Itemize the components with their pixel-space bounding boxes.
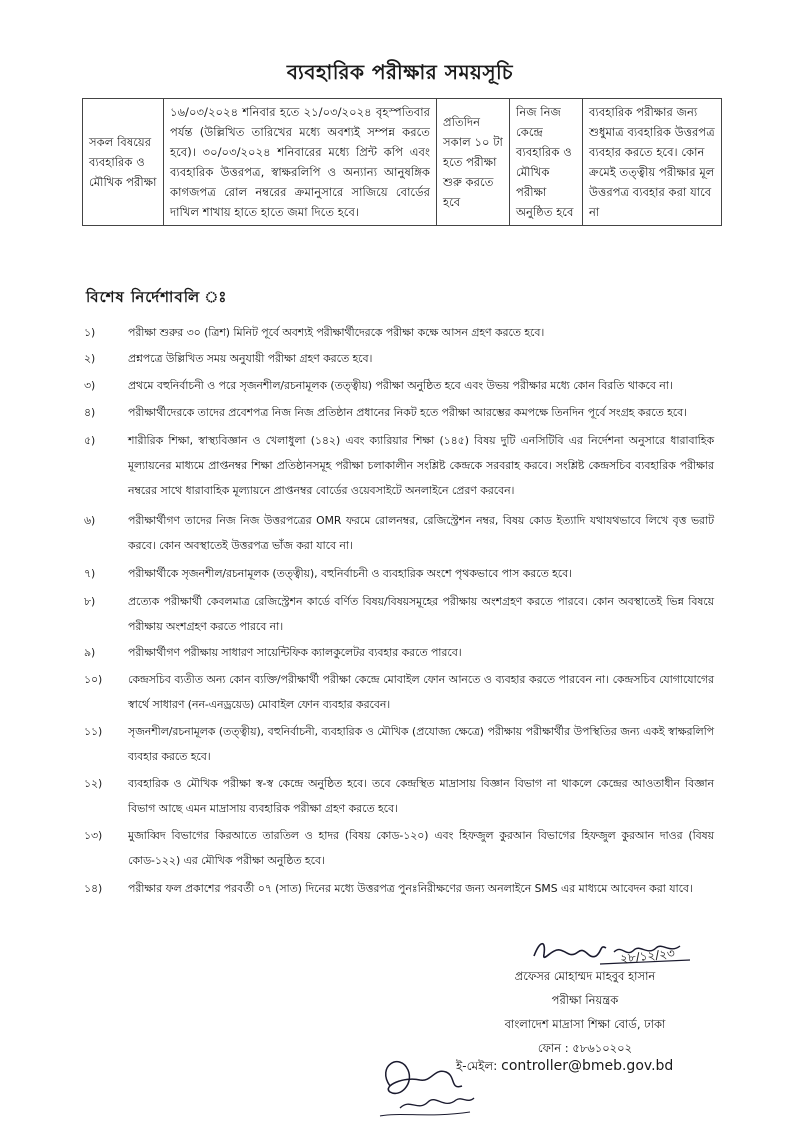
email-label: ই-মেইল: [456,1059,498,1073]
schedule-time-cell: প্রতিদিন সকাল ১০ টা হতে পরীক্ষা শুরু করতে হবে [437,99,510,226]
page-title: ব্যবহারিক পরীক্ষার সময়সূচি [286,60,514,84]
instruction-text: মুজাব্বিদ বিভাগের কিরআতে তারতিল ও হাদর (বিষয় কোড-১২০) এবং হিফজুল কুরআন বিভাগের হিফজুল কুরআন দাওর (বিষয় কোড-১২২) এর মৌখিক পরীক্ষা অনুষ্ঠিত হবে। [128,829,714,867]
instruction-item [84,373,714,398]
schedule-subject-cell: সকল বিষয়ের ব্যবহারিক ও মৌখিক পরীক্ষা [83,99,164,226]
schedule-note-cell: ব্যবহারিক পরীক্ষার জন্য শুধুমাত্র ব্যবহারিক উত্তরপত্র ব্যবহার করতে হবে। কোন ক্রমেই তত্ত্বীয় পরীক্ষার মূল উত্তরপত্র ব্যবহার করা যাবে না [583,99,722,226]
signatory-email-line [456,1058,673,1078]
schedule-venue-cell: নিজ নিজ কেন্দ্রে ব্যবহারিক ও মৌখিক পরীক্ষা অনুষ্ঠিত হবে [510,99,583,226]
instruction-number: ১০) [84,673,103,686]
initials-image [370,1046,480,1122]
instruction-item [84,589,714,639]
instruction-text: পরীক্ষার্থীগণ তাদের নিজ নিজ উত্তরপত্রের OMR ফরমে রোলনম্বর, রেজিস্ট্রেশন নম্বর, বিষয় কোড ইত্যাদি যথাযথভাবে লিখে বৃত্ত ভরাট করবে। কোন অবস্থাতেই উত্তরপত্র ভাঁজ করা যাবে না। [128,514,714,552]
signatory-name: প্রফেসর মোহাম্মদ মাহবুব হাসান [514,969,656,983]
instruction-number: ৮) [84,595,96,608]
instruction-number: ৩) [84,379,96,392]
instruction-text: পরীক্ষার্থীদেরকে তাদের প্রবেশপত্র নিজ নিজ প্রতিষ্ঠান প্রধানের নিকট হতে পরীক্ষা আরম্ভের কমপক্ষে তিনদিন পূর্বে সংগ্রহ করতে হবে। [128,406,688,419]
instruction-number: ১৪) [84,882,103,895]
instruction-number: ১৩) [84,829,103,842]
instruction-text: পরীক্ষার্থীগণ পরীক্ষায় সাধারণ সায়েন্টিফিক ক্যালকুলেটর ব্যবহার করতে পারবে। [128,646,462,659]
schedule-table [82,98,722,226]
instruction-text: পরীক্ষার্থীকে সৃজনশীল/রচনামূলক (তত্ত্বীয়), বহুনির্বাচনী ও ব্যবহারিক অংশে পৃথকভাবে পাস করতে হবে। [128,567,572,580]
instruction-number: ১১) [84,725,103,738]
instruction-number: ২) [84,352,96,365]
instruction-item [84,640,714,665]
instruction-text: শারীরিক শিক্ষা, স্বাস্থ্যবিজ্ঞান ও খেলাধুলা (১৪২) এবং ক্যারিয়ার শিক্ষা (১৪৫) বিষয় দুটি এনসিটিবি এর নির্দেশনা অনুসারে ধারাবাহিক মূল্যায়নের মাধ্যমে প্রাপ্তনম্বর শিক্ষা প্রতিষ্ঠানসমূহ পরীক্ষা চলাকালীন সংশ্লিষ্ট কেন্দ্রকে সরবরাহ করবে। সংশ্লিষ্ট কেন্দ্রসচিব ব্যবহারিক পরীক্ষার নম্বরের সাথে ধারাবাহিক মূল্যায়নে প্রাপ্তনম্বর বোর্ডের ওয়েবসাইটে অনলাইনে প্রেরণ করবেন। [128,434,714,497]
instruction-item [84,346,714,371]
instruction-item [84,719,714,769]
instruction-item [84,400,714,425]
instruction-item [84,667,714,717]
instruction-text: সৃজনশীল/রচনামূলক (তত্ত্বীয়), বহুনির্বাচনী, ব্যবহারিক ও মৌখিক (প্রযোজ্য ক্ষেত্রে) পরীক্ষায় পরীক্ষার্থীর উপস্থিতির জন্য একই স্বাক্ষরলিপি ব্যবহার করতে হবে। [128,725,714,763]
instruction-text: ব্যবহারিক ও মৌখিক পরীক্ষা স্ব-স্ব কেন্দ্রে অনুষ্ঠিত হবে। তবে কেন্দ্রস্থিত মাদ্রাসায় বিজ্ঞান বিভাগ না থাকলে কেন্দ্রের আওতাধীন বিজ্ঞান বিভাগ আছে এমন মাদ্রাসায় ব্যবহারিক পরীক্ষা গ্রহণ করতে হবে। [128,777,714,815]
instruction-text: কেন্দ্রসচিব ব্যতীত অন্য কোন ব্যক্তি/পরীক্ষার্থী পরীক্ষা কেন্দ্রে মোবাইল ফোন আনতে ও ব্যবহার করতে পারবেন না। কেন্দ্রসচিব যোগাযোগের স্বার্থে সাধারণ (নন-এনড্রয়েড) মোবাইল ফোন ব্যবহার করবেন। [128,673,714,711]
instruction-item [84,320,714,345]
instruction-number: ১২) [84,777,103,790]
email-address[interactable]: controller@bmeb.gov.bd [501,1058,674,1074]
instruction-item [84,876,714,901]
signature-date: ২৮/১২/২৩ [619,946,676,966]
instruction-number: ৬) [84,514,96,527]
instruction-number: ৪) [84,406,96,419]
instruction-text: পরীক্ষা শুরুর ৩০ (ত্রিশ) মিনিট পূর্বে অবশ্যই পরীক্ষার্থীদেরকে পরীক্ষা কক্ষে আসন গ্রহণ করতে হবে। [128,326,545,339]
instruction-text: পরীক্ষার ফল প্রকাশের পরবর্তী ০৭ (সাত) দিনের মধ্যে উত্তরপত্র পুনঃনিরীক্ষণের জন্য অনলাইনে SMS এর মাধ্যমে আবেদন করা যাবে। [128,882,693,895]
instructions-heading: বিশেষ নির্দেশাবলি ঃ [86,288,228,306]
instruction-item [84,561,714,586]
signatory-office: বাংলাদেশ মাদ্রাসা শিক্ষা বোর্ড, ঢাকা [504,1017,666,1031]
instruction-number: ১) [84,326,96,339]
instruction-item [84,428,714,503]
instruction-number: ৫) [84,434,96,447]
instruction-text: প্রশ্নপত্রে উল্লিখিত সময় অনুযায়ী পরীক্ষা গ্রহণ করতে হবে। [128,352,373,365]
instruction-item [84,823,714,873]
schedule-row [83,99,722,226]
signatory-designation: পরীক্ষা নিয়ন্ত্রক [551,993,619,1007]
instruction-text: প্রথমে বহুনির্বাচনী ও পরে সৃজনশীল/রচনামূলক (তত্ত্বীয়) পরীক্ষা অনুষ্ঠিত হবে এবং উভয় পরীক্ষার মধ্যে কোন বিরতি থাকবে না। [128,379,673,392]
instruction-item [84,771,714,821]
instruction-text: প্রত্যেক পরীক্ষার্থী কেবলমাত্র রেজিস্ট্রেশন কার্ডে বর্ণিত বিষয়/বিষয়সমূহের পরীক্ষায় অংশগ্রহণ করতে পারবে। কোন অবস্থাতেই ভিন্ন বিষয়ে পরীক্ষায় অংশগ্রহণ করতে পারবে না। [128,595,714,633]
schedule-dates-cell: ১৬/০৩/২০২৪ শনিবার হতে ২১/০৩/২০২৪ বৃহস্পতিবার পর্যন্ত (উল্লিখিত তারিখের মধ্যে অবশ্যই সম্পন্ন করতে হবে)। ৩০/০৩/২০২৪ শনিবারের মধ্যে প্রিন্ট কপি এবং ব্যবহারিক উত্তরপত্র, স্বাক্ষরলিপি ও অন্যান্য আনুষঙ্গিক কাগজপত্র রোল নম্বরের ক্রমানুসারে সাজিয়ে বোর্ডের দাখিল শাখায় হাতে হাতে জমা দিতে হবে। [164,99,437,226]
instruction-number: ৯) [84,646,96,659]
instruction-number: ৭) [84,567,96,580]
instruction-item [84,508,714,558]
signatory-phone: ফোন : ৫৮৬১০২০২ [537,1041,633,1055]
